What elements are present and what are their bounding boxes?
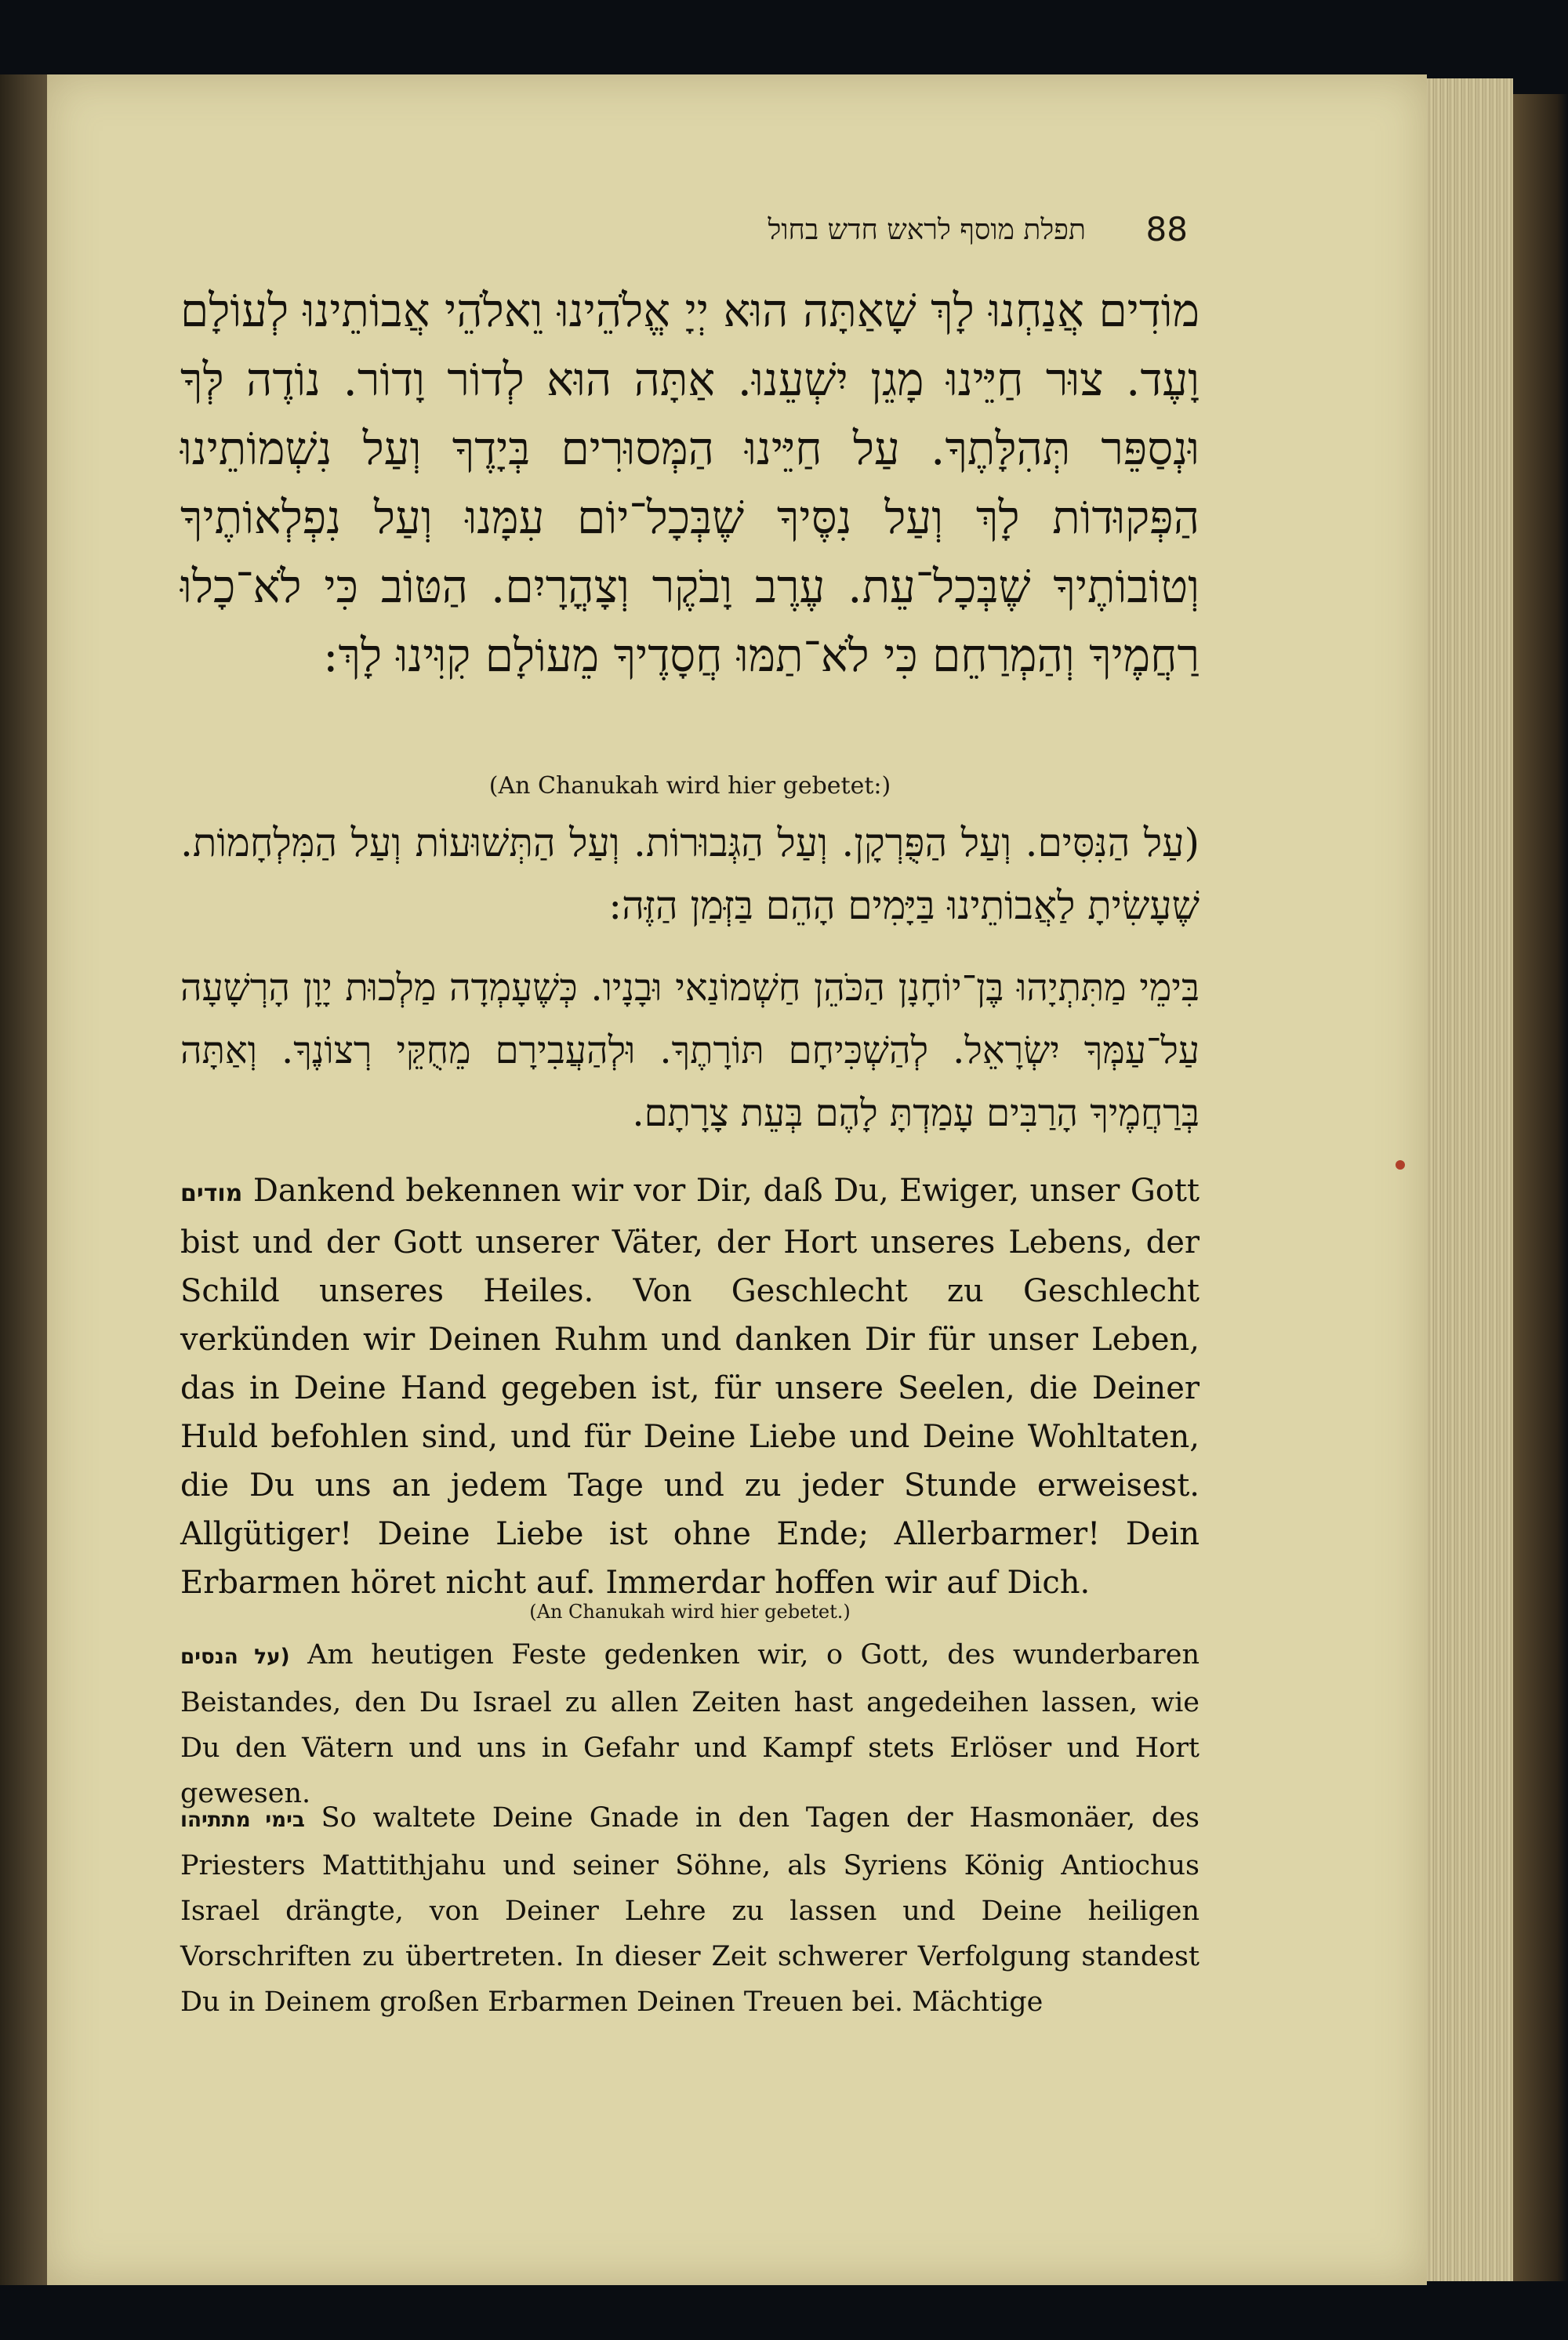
left-page-edge — [0, 74, 47, 2285]
ink-spot — [1396, 1160, 1405, 1170]
paragraph-cue: בימי מתתיהו — [180, 1809, 305, 1832]
paragraph-cue: מודים — [180, 1180, 243, 1207]
page-stack-edge — [1427, 78, 1513, 2281]
hebrew-bimei-paragraph — [180, 956, 1200, 1145]
german-modim-paragraph — [180, 1166, 1200, 1607]
page-header — [466, 210, 1188, 265]
paragraph-cue: (על הנסים — [180, 1645, 290, 1669]
chanukah-note-german: (An Chanukah wird hier gebetet.) — [529, 1601, 851, 1623]
german-bimei-paragraph — [180, 1795, 1200, 2025]
book-cover-edge — [1513, 94, 1568, 2281]
running-title: תפלת מוסף לראש חדש בחול — [768, 214, 1086, 246]
page-number: 88 — [1145, 210, 1188, 249]
german-modim-text: Dankend bekennen wir vor Dir, daß Du, Ewiger, unser Gott bist und der Gott unserer Väter, der Hort unseres Lebens, der Schild unseres Heiles. Von Geschlecht zu Geschlecht verkünden wir Deinen Ruhm und danken Dir für unser Leben, das in Deine Hand gegeben ist, für unsere Seelen, die Deiner Huld befohlen sind, und für Deine Liebe und Deine Wohltaten, die Du uns an jedem Tage und zu jeder Stunde erweisest. Allgütiger! Deine Liebe ist ohne Ende; Allerbarmer! Dein Erbarmen höret nicht auf. Immerdar hoffen wir auf Dich. — [180, 1173, 1200, 1601]
hebrew-al-hanissim-paragraph — [180, 811, 1200, 937]
german-bimei-text: So waltete Deine Gnade in den Tagen der Hasmonäer, des Priesters Mattithjahu und seiner Söhne, als Syriens König Antiochus Israel drängte, von Deiner Lehre zu lassen und Deine heiligen Vorschriften zu übertreten. In dieser Zeit schwerer Verfolgung standest Du in Deinem großen Erbarmen Deinen Treuen bei. Mächtige — [180, 1802, 1200, 2018]
hebrew-modim-text: מוֹדִים אֲנַחְנוּ לָךְ שָׁאַתָּה הוּא יְיָ אֱלֹהֵינוּ וֵאלֹהֵי אֲבוֹתֵינוּ לְעוֹלָם וָעֶד. צוּר חַיֵּינוּ מָגֵן יִשְׁעֵנוּ. אַתָּה הוּא לְדוֹר וָדוֹר. נוֹדֶה לְּךָ וּנְסַפֵּר תְּהִלָּתֶךָ. עַל חַיֵּינוּ הַמְּסוּרִים בְּיָדֶךָ וְעַל נִשְׁמוֹתֵינוּ הַפְּקוּדוֹת לָךְ וְעַל נִסֶּיךָ שֶׁבְּכָל־יוֹם עִמָּנוּ וְעַל נִפְלְאוֹתֶיךָ וְטוֹבוֹתֶיךָ שֶׁבְּכָל־עֵת. עֶרֶב וָבֹקֶר וְצָהֳרָיִם. הַטּוֹב כִּי לֹא־כָלוּ רַחֲמֶיךָ וְהַמְרַחֵם כִּי לֹא־תַמּוּ חֲסָדֶיךָ מֵעוֹלָם קִוִּינוּ לָךְ: — [180, 284, 1200, 682]
german-al-hanissim-paragraph — [180, 1632, 1200, 1816]
chanukah-note: (An Chanukah wird hier gebetet:) — [488, 772, 891, 800]
hebrew-al-hanissim-text: (עַל הַנִּסִּים. וְעַל הַפֻּרְקָן. וְעַל הַגְּבוּרוֹת. וְעַל הַתְּשׁוּעוֹת וְעַל הַמִּלְחָמוֹת. שֶׁעָשִׂיתָ לַאֲבוֹתֵינוּ בַּיָּמִים הָהֵם בַּזְּמַן הַזֶּה: — [180, 820, 1200, 928]
german-al-hanissim-text: Am heutigen Feste gedenken wir, o Gott, des wunderbaren Beistandes, den Du Israel zu allen Zeiten hast angedeihen lassen, wie Du den Vätern und uns in Gefahr und Kampf stets Erlöser und Hort gewesen. — [180, 1639, 1200, 1809]
hebrew-bimei-text: בִּימֵי מַתִּתְיָהוּ בֶּן־יוֹחָנָן הַכֹּהֵן חַשְׁמוֹנַאי וּבָנָיו. כְּשֶׁעָמְדָה מַלְכוּת יָוָן הָרְשָׁעָה עַל־עַמְּךָ יִשְׂרָאֵל. לְהַשְׁכִּיחָם תּוֹרָתֶךָ. וּלְהַעֲבִירָם מֵחֻקֵּי רְצוֹנֶךָ. וְאַתָּה בְּרַחֲמֶיךָ הָרַבִּים עָמַדְתָּ לָהֶם בְּעֵת צָרָתָם. — [180, 966, 1200, 1135]
hebrew-modim-paragraph — [180, 276, 1200, 690]
